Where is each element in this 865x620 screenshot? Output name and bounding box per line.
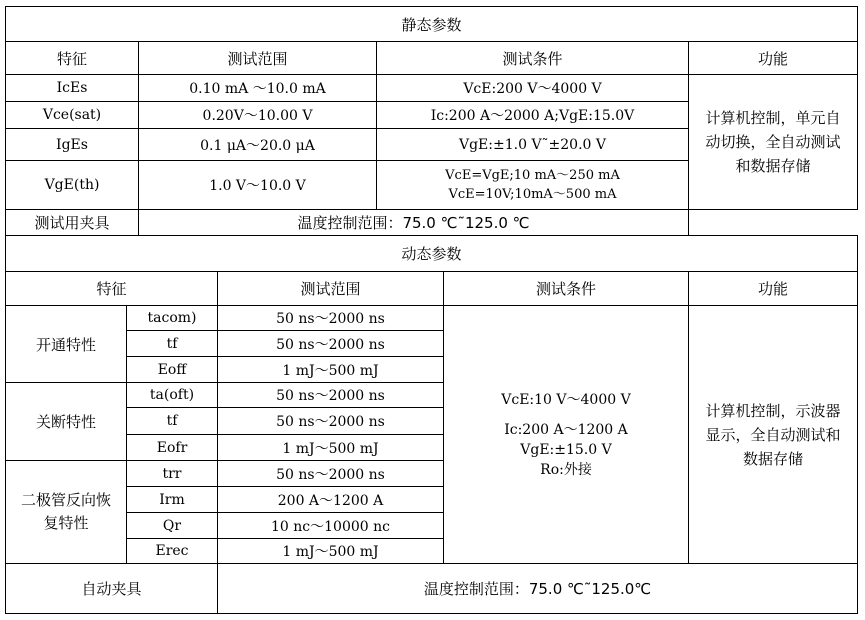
dynamic-header-condition: 测试条件 xyxy=(443,271,689,306)
static-range-cell: 0.1 μA～20.0 μA xyxy=(138,128,377,161)
dynamic-range-cell: 10 nc～10000 nc xyxy=(217,512,444,539)
dynamic-group-cell: 关断特性 xyxy=(5,382,127,461)
function-line: 动切换，全自动测试 xyxy=(705,133,841,151)
dynamic-header-range: 测试范围 xyxy=(217,271,444,306)
condition-line: Ic:200 A～1200 A xyxy=(504,421,628,438)
condition-line: VcE=10V;10mA～500 mA xyxy=(448,187,617,202)
static-condition-cell: VcE:200 V～4000 V xyxy=(376,74,689,102)
parameter-table xyxy=(5,6,858,614)
dynamic-range-cell: 50 ns～2000 ns xyxy=(217,460,444,487)
static-feature-cell: Vce(sat) xyxy=(5,101,139,129)
dynamic-fixture-value: 温度控制范围：75.0 ℃˜125.0℃ xyxy=(217,563,858,614)
dynamic-param-cell: Irm xyxy=(126,486,218,513)
condition-line: VgE:±15.0 V xyxy=(520,441,612,458)
dynamic-param-cell: trr xyxy=(126,460,218,487)
function-line: 和数据存储 xyxy=(735,157,811,175)
dynamic-fixture-label: 自动夹具 xyxy=(5,563,218,614)
dynamic-param-cell: tacom) xyxy=(126,305,218,331)
static-fixture-value: 温度控制范围：75.0 ℃˜125.0 ℃ xyxy=(138,209,689,236)
dynamic-function-cell xyxy=(688,305,858,564)
dynamic-header-feature: 特征 xyxy=(5,271,218,306)
static-feature-cell: IgEs xyxy=(5,128,139,161)
static-condition-cell: Ic:200 A～2000 A;VgE:15.0V xyxy=(376,101,689,129)
function-line: 计算机控制，单元自 xyxy=(705,109,841,127)
static-feature-cell: IcEs xyxy=(5,74,139,102)
function-line: 计算机控制，示波器 xyxy=(705,401,841,420)
static-header-condition: 测试条件 xyxy=(376,41,689,75)
static-header-range: 测试范围 xyxy=(138,41,377,75)
static-fixture-label: 测试用夹具 xyxy=(5,209,139,236)
condition-line: VcE=VgE;10 mA～250 mA xyxy=(445,168,620,183)
function-line: 显示，全自动测试和 xyxy=(705,425,841,444)
dynamic-param-cell: tf xyxy=(126,407,218,435)
dynamic-range-cell: 200 A～1200 A xyxy=(217,486,444,513)
static-range-cell: 1.0 V～10.0 V xyxy=(138,160,377,210)
dynamic-range-cell: 1 mJ～500 mJ xyxy=(217,434,444,461)
dynamic-range-cell: 1 mJ～500 mJ xyxy=(217,538,444,564)
dynamic-group-cell: 开通特性 xyxy=(5,305,127,383)
condition-line: VcE:10 V～4000 V xyxy=(501,391,631,408)
static-range-cell: 0.20V～10.00 V xyxy=(138,101,377,129)
dynamic-range-cell: 50 ns～2000 ns xyxy=(217,330,444,357)
dynamic-range-cell: 50 ns～2000 ns xyxy=(217,407,444,435)
static-header-feature: 特征 xyxy=(5,41,139,75)
dynamic-param-cell: Qr xyxy=(126,512,218,539)
static-title: 静态参数 xyxy=(5,6,858,42)
function-line: 数据存储 xyxy=(742,449,803,468)
dynamic-range-cell: 1 mJ～500 mJ xyxy=(217,356,444,383)
dynamic-group-cell xyxy=(5,460,127,564)
dynamic-param-cell: Eofr xyxy=(126,434,218,461)
dynamic-param-cell: ta(oft) xyxy=(126,382,218,408)
group-name-line: 二极管反向恢 xyxy=(20,491,111,509)
dynamic-condition-cell xyxy=(443,305,689,564)
static-condition-cell xyxy=(376,160,689,210)
static-header-function: 功能 xyxy=(688,41,858,75)
dynamic-param-cell: tf xyxy=(126,330,218,357)
condition-line: Ro:外接 xyxy=(540,461,592,478)
dynamic-range-cell: 50 ns～2000 ns xyxy=(217,305,444,331)
static-feature-cell: VgE(th) xyxy=(5,160,139,210)
static-condition-cell: VgE:±1.0 V˜±20.0 V xyxy=(376,128,689,161)
dynamic-param-cell: Erec xyxy=(126,538,218,564)
dynamic-header-function: 功能 xyxy=(688,271,858,306)
dynamic-range-cell: 50 ns～2000 ns xyxy=(217,382,444,408)
static-function-cell xyxy=(688,74,858,210)
dynamic-title: 动态参数 xyxy=(5,235,858,272)
dynamic-param-cell: Eoff xyxy=(126,356,218,383)
static-range-cell: 0.10 mA ～10.0 mA xyxy=(138,74,377,102)
group-name-line: 复特性 xyxy=(43,514,89,532)
